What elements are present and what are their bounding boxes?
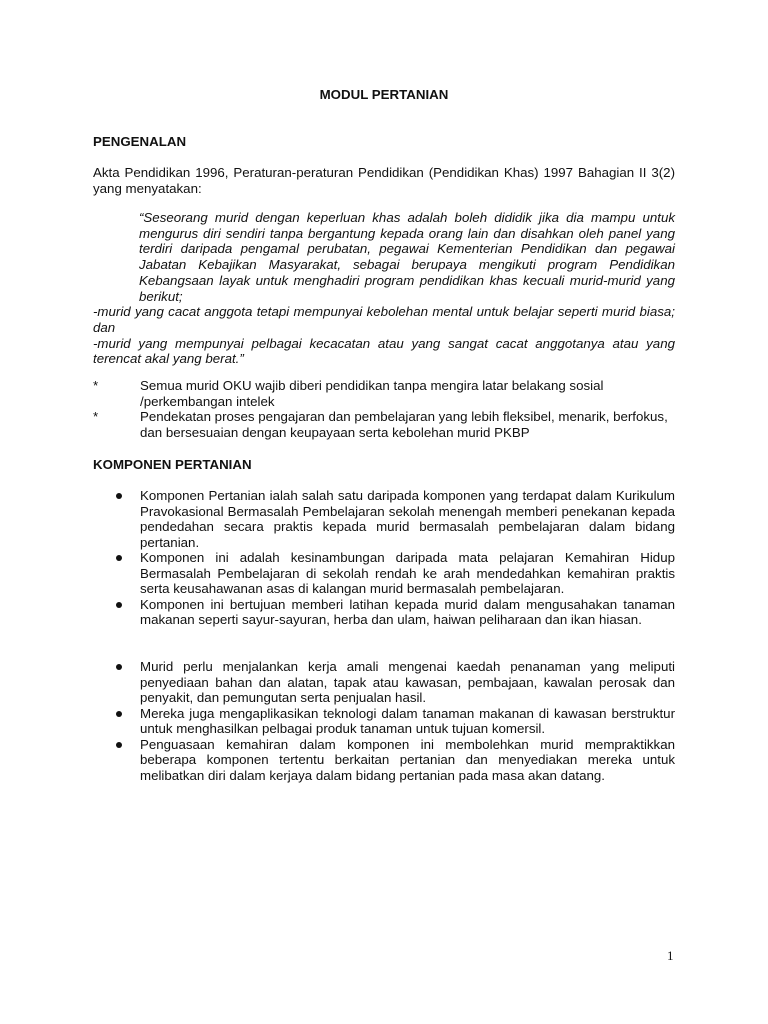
- quote-paragraph: “Seseorang murid dengan keperluan khas adalah boleh dididik jika dia mampu untuk mengurus diri sendiri tanpa bergantung kepada orang lain dan disahkan oleh panel yang terdiri daripada pengamal perubatan, pegawai Kementerian Pendidikan dan pegawai Jabatan Kebajikan Masyarakat, sebagai berupaya mengikuti program Pendidikan Kebangsaan layak untuk menghadiri program pendidikan khas kecuali murid-murid yang berikut;: [139, 210, 675, 304]
- bullet-icon: [116, 742, 122, 748]
- section-heading-komponen-pertanian: KOMPONEN PERTANIAN: [93, 457, 252, 472]
- list-item: [93, 550, 675, 597]
- list-item-text: Pendekatan proses pengajaran dan pembelajaran yang lebih fleksibel, menarik, berfokus, dan bersesuaian dengan keupayaan serta kebolehan murid PKBP: [140, 409, 668, 440]
- list-item-text: Semua murid OKU wajib diberi pendidikan tanpa mengira latar belakang sosial /perkembangan intelek: [140, 378, 604, 409]
- list-item-text: Penguasaan kemahiran dalam komponen ini membolehkan murid mempraktikkan beberapa komponen tertentu berkaitan pertanian dan menyediakan mereka untuk melibatkan diri dalam kerjaya dalam bidang pertanian pada masa akan datang.: [140, 736, 675, 783]
- page-number: 1: [667, 948, 674, 963]
- list-item-text: Komponen ini bertujuan memberi latihan kepada murid dalam mengusahakan tanaman makanan seperti sayur-sayuran, herba dan ulam, haiwan peliharaan dan ikan hiasan.: [140, 596, 675, 627]
- component-bullet-list: [93, 488, 675, 628]
- section-heading-pengenalan: PENGENALAN: [93, 134, 187, 149]
- bullet-icon: [116, 493, 122, 499]
- list-item-text: Murid perlu menjalankan kerja amali mengenai kaedah penanaman yang meliputi penyediaan bahan dan alatan, tapak atau kawasan, pembajaan, kawalan perosak dan penyakit, dan pemungutan serta penjualan hasil.: [140, 659, 675, 705]
- bullet-icon: [116, 711, 122, 717]
- bullet-icon: [116, 602, 122, 608]
- asterisk-marker: *: [93, 378, 99, 393]
- act-quotation: [93, 210, 675, 367]
- practical-work-bullet-list: [93, 659, 675, 783]
- intro-paragraph: Akta Pendidikan 1996, Peraturan-peraturan Pendidikan (Pendidikan Khas) 1997 Bahagian II 3(2) yang menyatakan:: [93, 165, 675, 196]
- list-item-text: Komponen Pertanian ialah salah satu daripada komponen yang terdapat dalam Kurikulum Pravokasional Bermasalah Pembelajaran sekolah menengah memberi penekanan kepada pendedahan secara praktis kepada murid bermasalah pembelajaran dalam bidang pertanian.: [140, 488, 675, 550]
- list-item: [93, 659, 675, 706]
- quote-paragraph: -murid yang cacat anggota tetapi mempunyai kebolehan mental untuk belajar seperti murid biasa; dan: [93, 304, 675, 335]
- list-item: [93, 737, 675, 784]
- principles-list: [93, 378, 675, 440]
- quote-paragraph: -murid yang mempunyai pelbagai kecacatan atau yang sangat cacat anggotanya atau yang terencat akal yang berat.”: [93, 335, 675, 367]
- bullet-icon: [116, 555, 122, 561]
- list-item: [93, 488, 675, 550]
- document-title: MODUL PERTANIAN: [319, 87, 449, 102]
- list-item: [93, 706, 675, 737]
- asterisk-marker: *: [93, 409, 99, 425]
- list-item: [93, 409, 675, 440]
- list-item: [93, 597, 675, 628]
- bullet-icon: [116, 664, 122, 670]
- list-item-text: Komponen ini adalah kesinambungan daripada mata pelajaran Kemahiran Hidup Bermasalah Pembelajaran di sekolah rendah ke arah mendedahkan kemahiran praktis serta keusahawanan asas di kalangan murid bermasalah pembelajaran.: [140, 550, 675, 596]
- list-item: [93, 378, 675, 409]
- list-item-text: Mereka juga mengaplikasikan teknologi dalam tanaman makanan di kawasan berstruktur untuk menghasilkan pelbagai produk tanaman untuk tujuan komersil.: [140, 705, 675, 736]
